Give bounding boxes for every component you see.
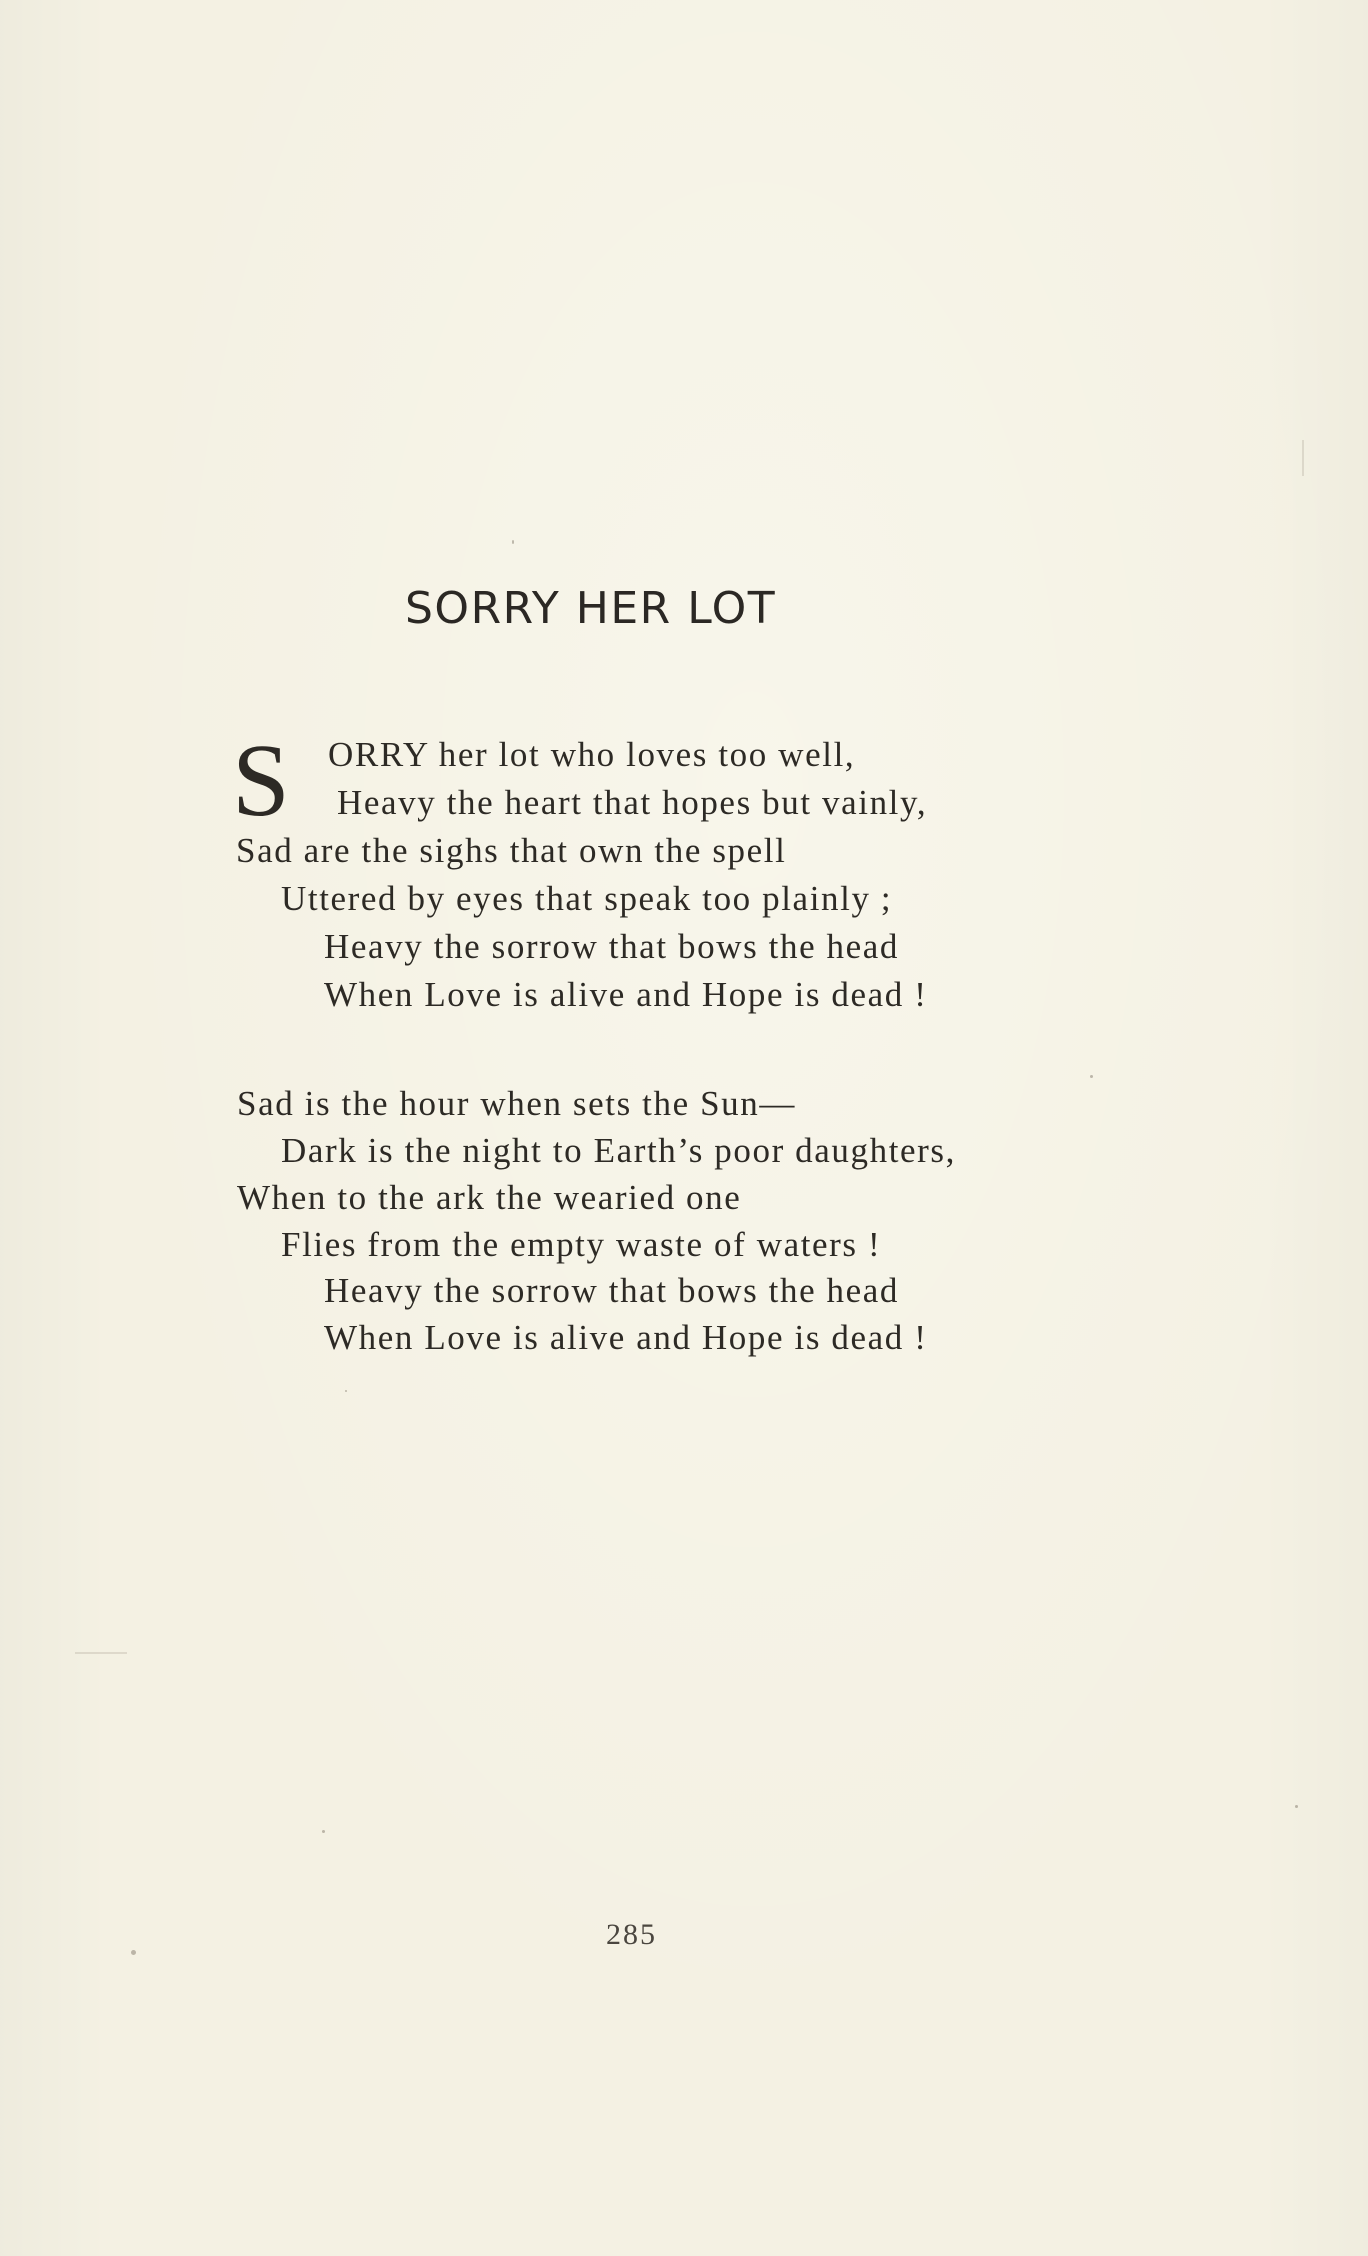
paper-speck	[1295, 1805, 1298, 1808]
page-number: 285	[606, 1918, 657, 1951]
scan-mark	[1302, 440, 1304, 476]
poem-title: SORRY HER LOT	[405, 583, 777, 634]
scan-mark	[75, 1652, 127, 1654]
poem-line: ORRY her lot who loves too well,	[328, 735, 856, 774]
poem-line: When to the ark the wearied one	[237, 1178, 742, 1217]
poem-line: Flies from the empty waste of waters !	[281, 1225, 882, 1264]
paper-speck	[131, 1950, 136, 1955]
poem-line: When Love is alive and Hope is dead !	[324, 975, 928, 1014]
poem-line: Uttered by eyes that speak too plainly ;	[281, 879, 893, 918]
poem-line: Heavy the sorrow that bows the head	[324, 1271, 900, 1310]
poem-line: Heavy the sorrow that bows the head	[324, 927, 900, 966]
poem-line: Sad is the hour when sets the Sun—	[237, 1084, 796, 1123]
poem-line: Heavy the heart that hopes but vainly,	[337, 783, 928, 822]
drop-cap: S	[232, 723, 290, 838]
poem-line: Dark is the night to Earth’s poor daughters,	[281, 1131, 957, 1170]
paper-speck	[322, 1830, 325, 1833]
poem-line: When Love is alive and Hope is dead !	[324, 1318, 928, 1357]
poem-line: Sad are the sighs that own the spell	[236, 831, 787, 870]
paper-speck	[1090, 1075, 1093, 1078]
paper-speck	[512, 540, 514, 544]
paper-speck	[345, 1390, 347, 1392]
